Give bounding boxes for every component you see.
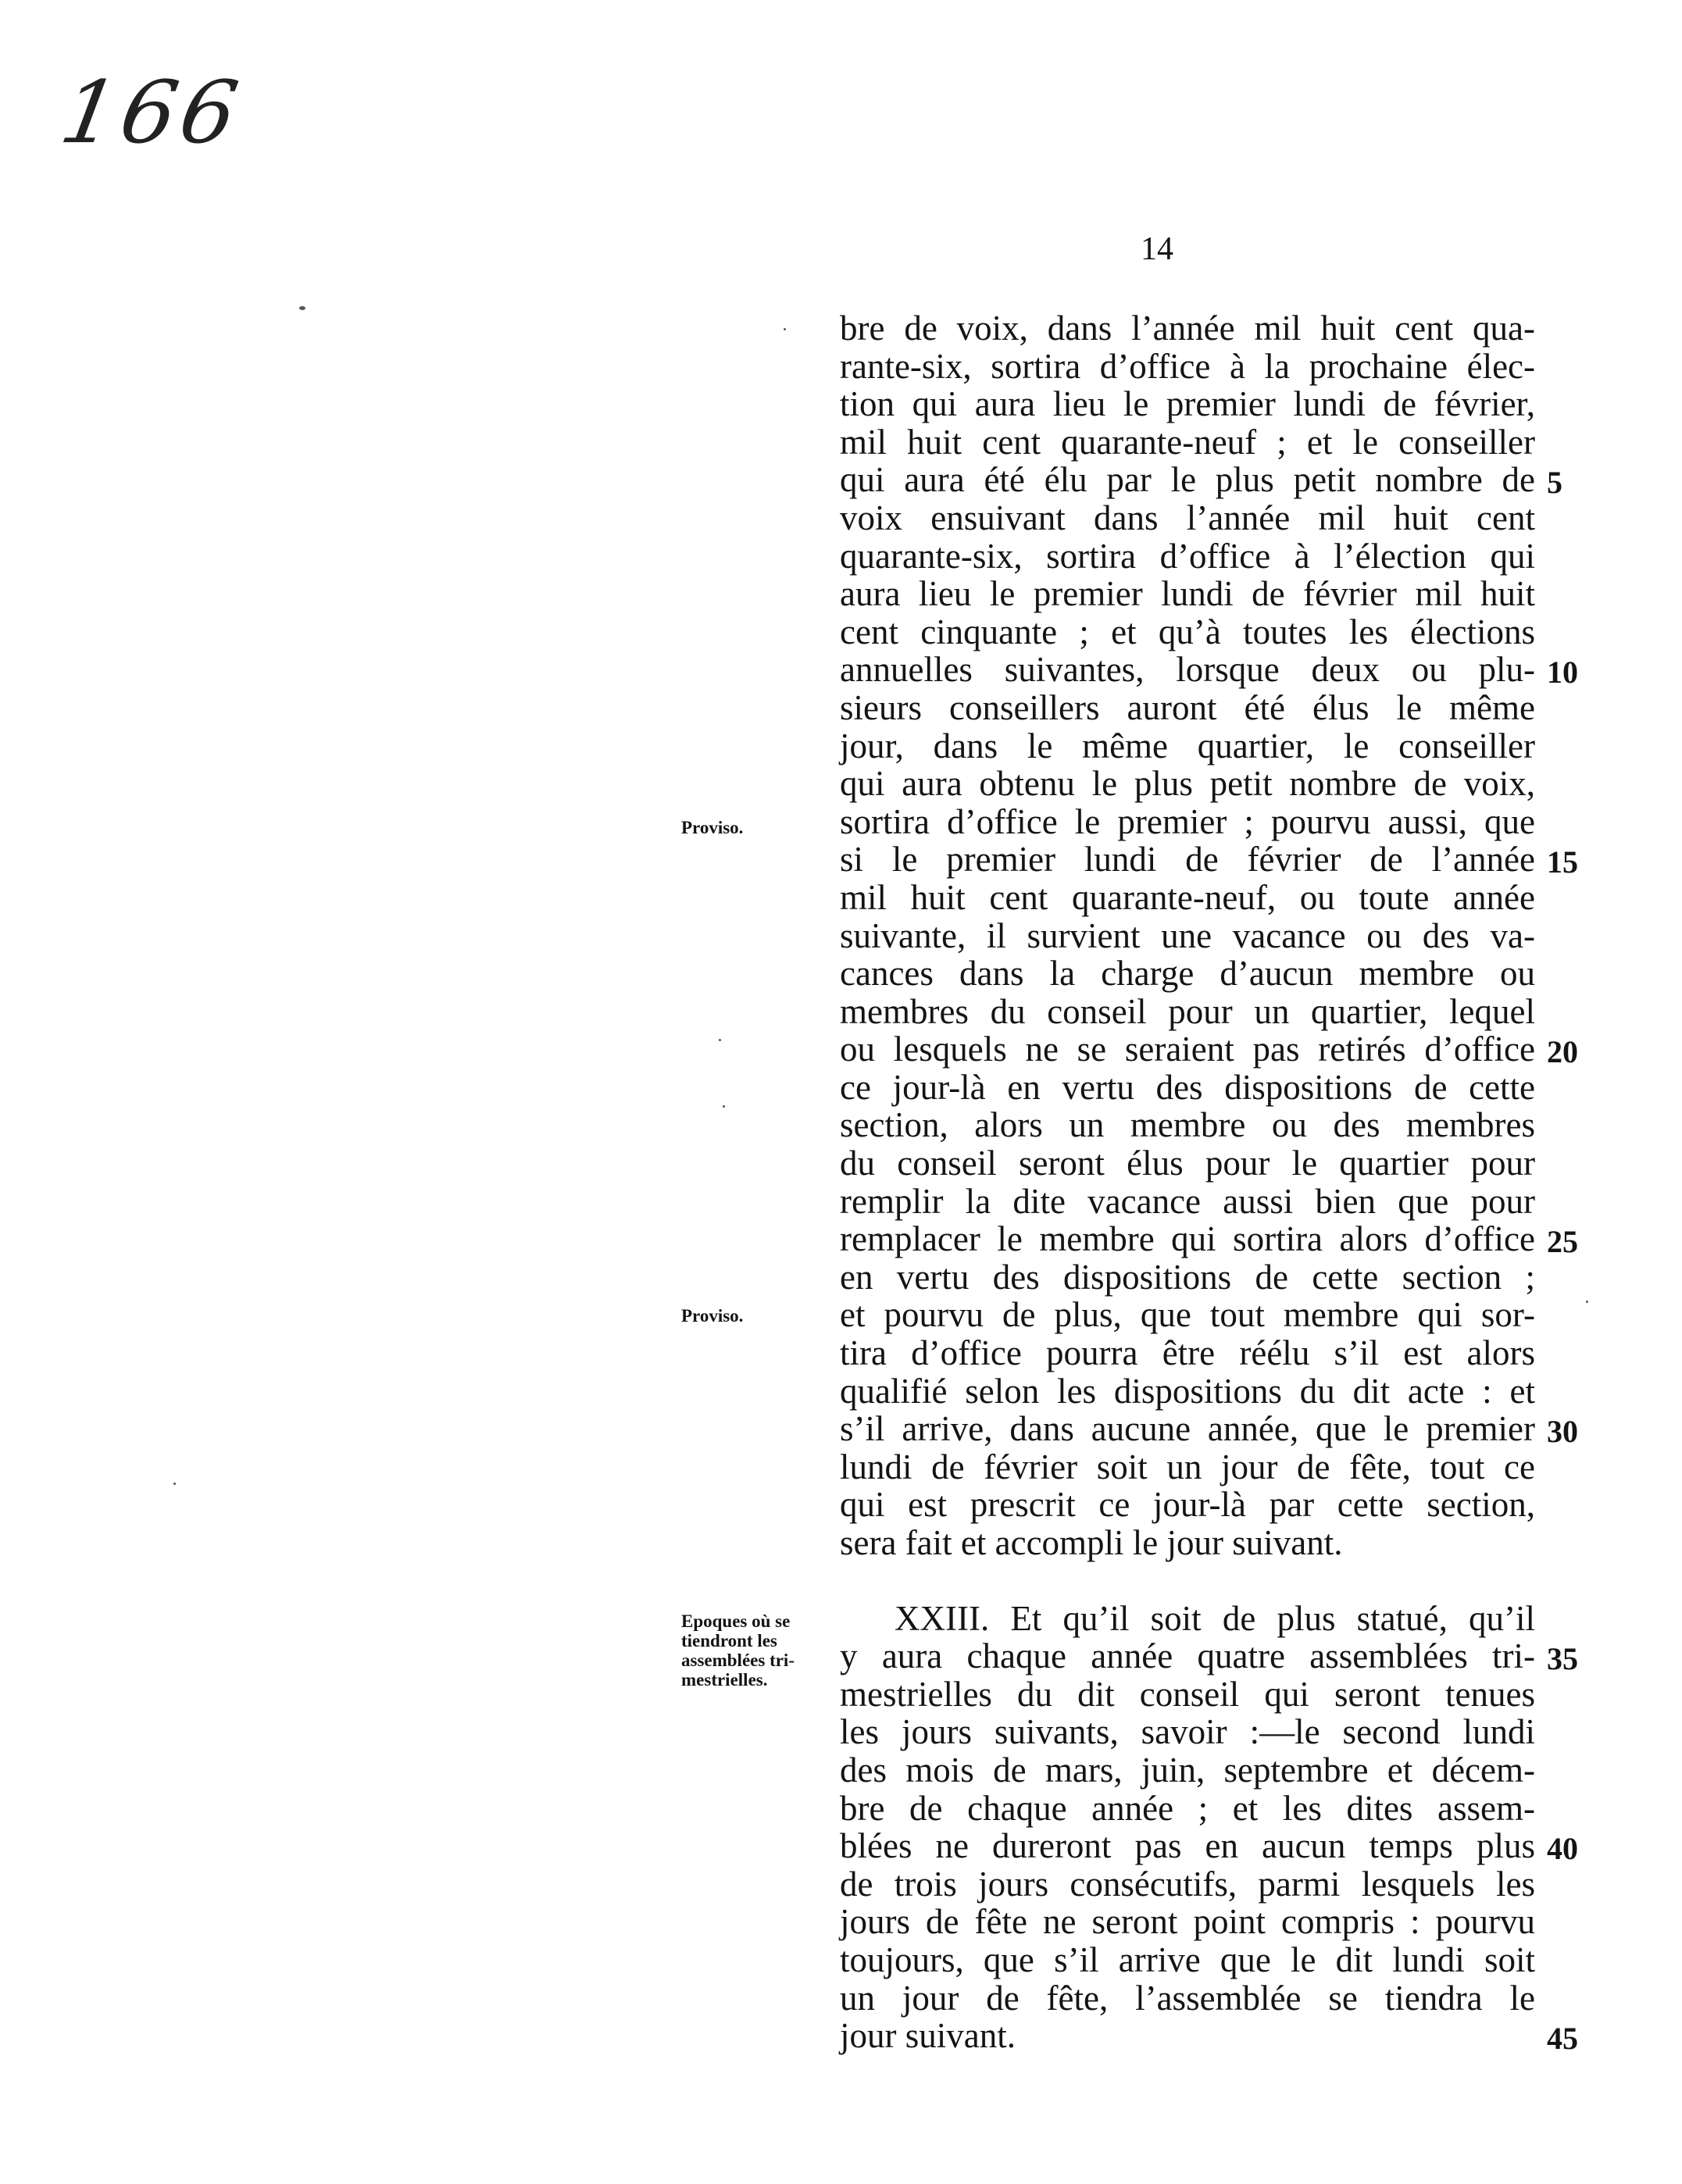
text-line: aura lieu le premier lundi de février mil huit [840, 574, 1535, 614]
line-number: 10 [1547, 655, 1578, 691]
text-line: un jour de fête, l’assemblée se tiendra le [840, 1978, 1535, 2018]
text-line: quarante-six, sortira d’office à l’élection qui [840, 536, 1535, 576]
text-line: membres du conseil pour un quartier, lequel [840, 991, 1535, 1031]
scan-speck [719, 1039, 721, 1041]
handwritten-folio-number: 166 [53, 62, 250, 162]
scan-speck [1586, 1301, 1588, 1303]
margin-note [681, 1306, 743, 1326]
body-text [840, 309, 1535, 2055]
text-line: cances dans la charge d’aucun membre ou [840, 954, 1535, 994]
text-line: bre de chaque année ; et les dites assem- [840, 1788, 1535, 1828]
text-line: qui est prescrit ce jour-là par cette section, [840, 1485, 1535, 1525]
line-number: 20 [1547, 1034, 1578, 1070]
text-line: mil huit cent quarante-neuf ; et le conseiller [840, 422, 1535, 462]
text-line: qui aura obtenu le plus petit nombre de voix, [840, 764, 1535, 804]
text-line: mil huit cent quarante-neuf, ou toute année [840, 877, 1535, 917]
line-number: 35 [1547, 1641, 1578, 1677]
margin-note-line: assemblées tri- [681, 1650, 795, 1670]
text-line: et pourvu de plus, que tout membre qui sor- [840, 1295, 1535, 1335]
text-line: bre de voix, dans l’année mil huit cent qua- [840, 309, 1535, 348]
text-line: tira d’office pourra être réélu s’il est alors [840, 1333, 1535, 1373]
margin-note [681, 1611, 795, 1690]
text-line: tion qui aura lieu le premier lundi de février, [840, 384, 1535, 424]
line-number: 30 [1547, 1414, 1578, 1450]
text-line: du conseil seront élus pour le quartier pour [840, 1144, 1535, 1183]
text-line: jour, dans le même quartier, le conseiller [840, 726, 1535, 765]
line-number: 15 [1547, 844, 1578, 880]
text-line: en vertu des dispositions de cette section ; [840, 1257, 1535, 1297]
text-line: s’il arrive, dans aucune année, que le premier [840, 1409, 1535, 1449]
page-number: 14 [1141, 231, 1173, 267]
margin-note-line: mestrielles. [681, 1670, 768, 1690]
scan-speck [173, 1483, 176, 1485]
margin-note-line: Proviso. [681, 818, 744, 837]
text-line: y aura chaque année quatre assemblées tri- [840, 1636, 1535, 1676]
text-line: sortira d’office le premier ; pourvu aussi, que [840, 801, 1535, 841]
text-line: mestrielles du dit conseil qui seront tenues [840, 1674, 1535, 1714]
text-line: sieurs conseillers auront été élus le même [840, 687, 1535, 727]
text-line: sera fait et accompli le jour suivant. [840, 1523, 1343, 1562]
text-line: lundi de février soit un jour de fête, tout ce [840, 1447, 1535, 1486]
line-number: 40 [1547, 1831, 1578, 1867]
text-line: de trois jours consécutifs, parmi lesquels les [840, 1864, 1535, 1904]
text-line: remplacer le membre qui sortira alors d’office [840, 1219, 1535, 1259]
text-line: si le premier lundi de février de l’année [840, 840, 1535, 880]
text-line: ce jour-là en vertu des dispositions de cette [840, 1067, 1535, 1107]
text-line: voix ensuivant dans l’année mil huit cent [840, 498, 1535, 537]
text-line: blées ne dureront pas en aucun temps plus [840, 1826, 1535, 1866]
line-number: 25 [1547, 1224, 1578, 1260]
text-line: jours de fête ne seront point compris : pourvu [840, 1902, 1535, 1942]
text-line: annuelles suivantes, lorsque deux ou plu- [840, 650, 1535, 690]
text-line: qui aura été élu par le plus petit nombre de [840, 460, 1535, 500]
scan-speck [723, 1105, 725, 1108]
margin-note-line: Epoques où se [681, 1611, 791, 1631]
line-number: 5 [1547, 465, 1562, 501]
margin-note-line: tiendront les [681, 1631, 777, 1650]
text-line: ou lesquels ne se seraient pas retirés d’office [840, 1030, 1535, 1069]
text-line: jour suivant. [840, 2016, 1016, 2056]
text-line: rante-six, sortira d’office à la prochaine élec- [840, 346, 1535, 386]
scan-speck [784, 328, 786, 330]
text-line: suivante, il survient une vacance ou des va- [840, 915, 1535, 955]
text-line: remplir la dite vacance aussi bien que pour [840, 1181, 1535, 1221]
text-line: des mois de mars, juin, septembre et décem- [840, 1750, 1535, 1790]
margin-note-line: Proviso. [681, 1306, 744, 1326]
text-line: toujours, que s’il arrive que le dit lundi soit [840, 1940, 1535, 1979]
scan-speck [299, 306, 305, 310]
text-line: qualifié selon les dispositions du dit acte : et [840, 1371, 1535, 1411]
text-line: cent cinquante ; et qu’à toutes les élections [840, 612, 1535, 651]
text-line: XXIII. Et qu’il soit de plus statué, qu’il [895, 1598, 1535, 1638]
line-number: 45 [1547, 2021, 1578, 2057]
text-line: section, alors un membre ou des membres [840, 1105, 1535, 1145]
text-line: les jours suivants, savoir :—le second lundi [840, 1712, 1535, 1752]
margin-note [681, 818, 743, 837]
